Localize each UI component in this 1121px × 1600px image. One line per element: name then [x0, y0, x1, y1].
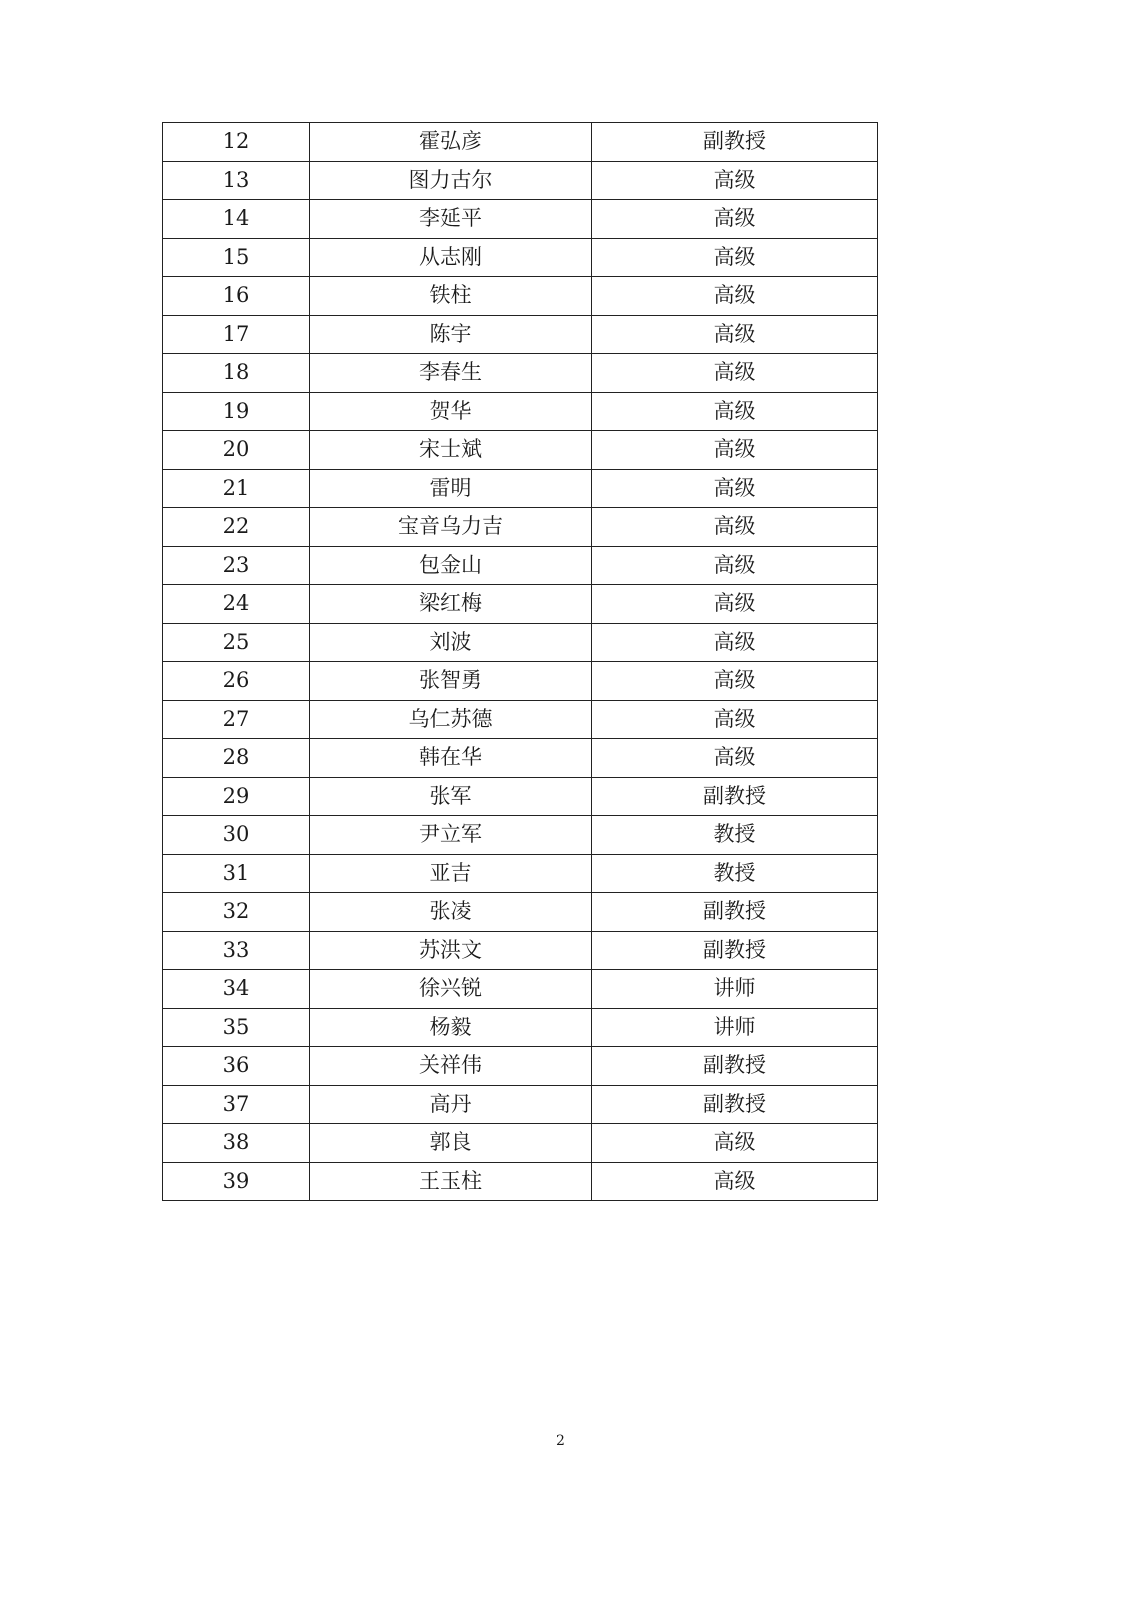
table-row [163, 777, 878, 816]
title-cell: 高级 [592, 315, 878, 354]
table-row [163, 354, 878, 393]
table-row [163, 893, 878, 932]
title-cell: 副教授 [592, 1047, 878, 1086]
row-number-cell: 29 [163, 777, 310, 816]
table-row [163, 315, 878, 354]
title-cell: 高级 [592, 662, 878, 701]
title-cell: 高级 [592, 161, 878, 200]
title-cell: 高级 [592, 739, 878, 778]
row-number-cell: 33 [163, 931, 310, 970]
name-cell: 刘波 [310, 623, 592, 662]
name-cell: 韩在华 [310, 739, 592, 778]
name-cell: 梁红梅 [310, 585, 592, 624]
title-cell: 高级 [592, 623, 878, 662]
table-row [163, 238, 878, 277]
title-cell: 高级 [592, 200, 878, 239]
table-row [163, 854, 878, 893]
row-number-cell: 34 [163, 970, 310, 1009]
name-cell: 宝音乌力吉 [310, 508, 592, 547]
table-row [163, 1047, 878, 1086]
title-cell: 高级 [592, 469, 878, 508]
row-number-cell: 24 [163, 585, 310, 624]
title-cell: 副教授 [592, 931, 878, 970]
title-cell: 高级 [592, 508, 878, 547]
name-cell: 宋士斌 [310, 431, 592, 470]
row-number-cell: 22 [163, 508, 310, 547]
name-cell: 张凌 [310, 893, 592, 932]
name-cell: 郭良 [310, 1124, 592, 1163]
name-cell: 李延平 [310, 200, 592, 239]
row-number-cell: 25 [163, 623, 310, 662]
table-row [163, 931, 878, 970]
name-cell: 张智勇 [310, 662, 592, 701]
row-number-cell: 31 [163, 854, 310, 893]
row-number-cell: 32 [163, 893, 310, 932]
title-cell: 讲师 [592, 1008, 878, 1047]
title-cell: 高级 [592, 700, 878, 739]
roster-table [162, 122, 878, 1201]
table-row [163, 816, 878, 855]
name-cell: 陈宇 [310, 315, 592, 354]
title-cell: 高级 [592, 585, 878, 624]
name-cell: 亚吉 [310, 854, 592, 893]
row-number-cell: 19 [163, 392, 310, 431]
row-number-cell: 20 [163, 431, 310, 470]
table-row [163, 161, 878, 200]
row-number-cell: 12 [163, 123, 310, 162]
name-cell: 关祥伟 [310, 1047, 592, 1086]
table-row [163, 739, 878, 778]
title-cell: 教授 [592, 854, 878, 893]
title-cell: 高级 [592, 1124, 878, 1163]
row-number-cell: 15 [163, 238, 310, 277]
name-cell: 贺华 [310, 392, 592, 431]
table-row [163, 392, 878, 431]
table-row [163, 585, 878, 624]
row-number-cell: 39 [163, 1162, 310, 1201]
name-cell: 从志刚 [310, 238, 592, 277]
row-number-cell: 37 [163, 1085, 310, 1124]
name-cell: 张军 [310, 777, 592, 816]
title-cell: 高级 [592, 238, 878, 277]
table-row [163, 200, 878, 239]
table-row [163, 1124, 878, 1163]
row-number-cell: 27 [163, 700, 310, 739]
name-cell: 王玉柱 [310, 1162, 592, 1201]
table-row [163, 1008, 878, 1047]
row-number-cell: 21 [163, 469, 310, 508]
roster-table-body [163, 123, 878, 1201]
title-cell: 高级 [592, 1162, 878, 1201]
name-cell: 包金山 [310, 546, 592, 585]
row-number-cell: 13 [163, 161, 310, 200]
table-row [163, 546, 878, 585]
name-cell: 徐兴锐 [310, 970, 592, 1009]
table-row [163, 970, 878, 1009]
row-number-cell: 38 [163, 1124, 310, 1163]
table-row [163, 700, 878, 739]
title-cell: 高级 [592, 354, 878, 393]
table-row [163, 123, 878, 162]
table-row [163, 431, 878, 470]
row-number-cell: 26 [163, 662, 310, 701]
title-cell: 高级 [592, 392, 878, 431]
table-row [163, 662, 878, 701]
row-number-cell: 14 [163, 200, 310, 239]
row-number-cell: 28 [163, 739, 310, 778]
row-number-cell: 36 [163, 1047, 310, 1086]
title-cell: 副教授 [592, 123, 878, 162]
name-cell: 铁柱 [310, 277, 592, 316]
title-cell: 高级 [592, 546, 878, 585]
title-cell: 高级 [592, 431, 878, 470]
row-number-cell: 23 [163, 546, 310, 585]
name-cell: 图力古尔 [310, 161, 592, 200]
table-row [163, 508, 878, 547]
title-cell: 高级 [592, 277, 878, 316]
title-cell: 副教授 [592, 893, 878, 932]
row-number-cell: 18 [163, 354, 310, 393]
title-cell: 副教授 [592, 1085, 878, 1124]
name-cell: 苏洪文 [310, 931, 592, 970]
row-number-cell: 30 [163, 816, 310, 855]
name-cell: 杨毅 [310, 1008, 592, 1047]
name-cell: 高丹 [310, 1085, 592, 1124]
table-row [163, 1085, 878, 1124]
row-number-cell: 16 [163, 277, 310, 316]
name-cell: 霍弘彦 [310, 123, 592, 162]
row-number-cell: 35 [163, 1008, 310, 1047]
table-row [163, 1162, 878, 1201]
table-row [163, 469, 878, 508]
table-row [163, 623, 878, 662]
title-cell: 讲师 [592, 970, 878, 1009]
name-cell: 雷明 [310, 469, 592, 508]
name-cell: 尹立军 [310, 816, 592, 855]
title-cell: 教授 [592, 816, 878, 855]
name-cell: 乌仁苏德 [310, 700, 592, 739]
name-cell: 李春生 [310, 354, 592, 393]
title-cell: 副教授 [592, 777, 878, 816]
page-number: 2 [556, 1433, 565, 1449]
row-number-cell: 17 [163, 315, 310, 354]
table-row [163, 277, 878, 316]
